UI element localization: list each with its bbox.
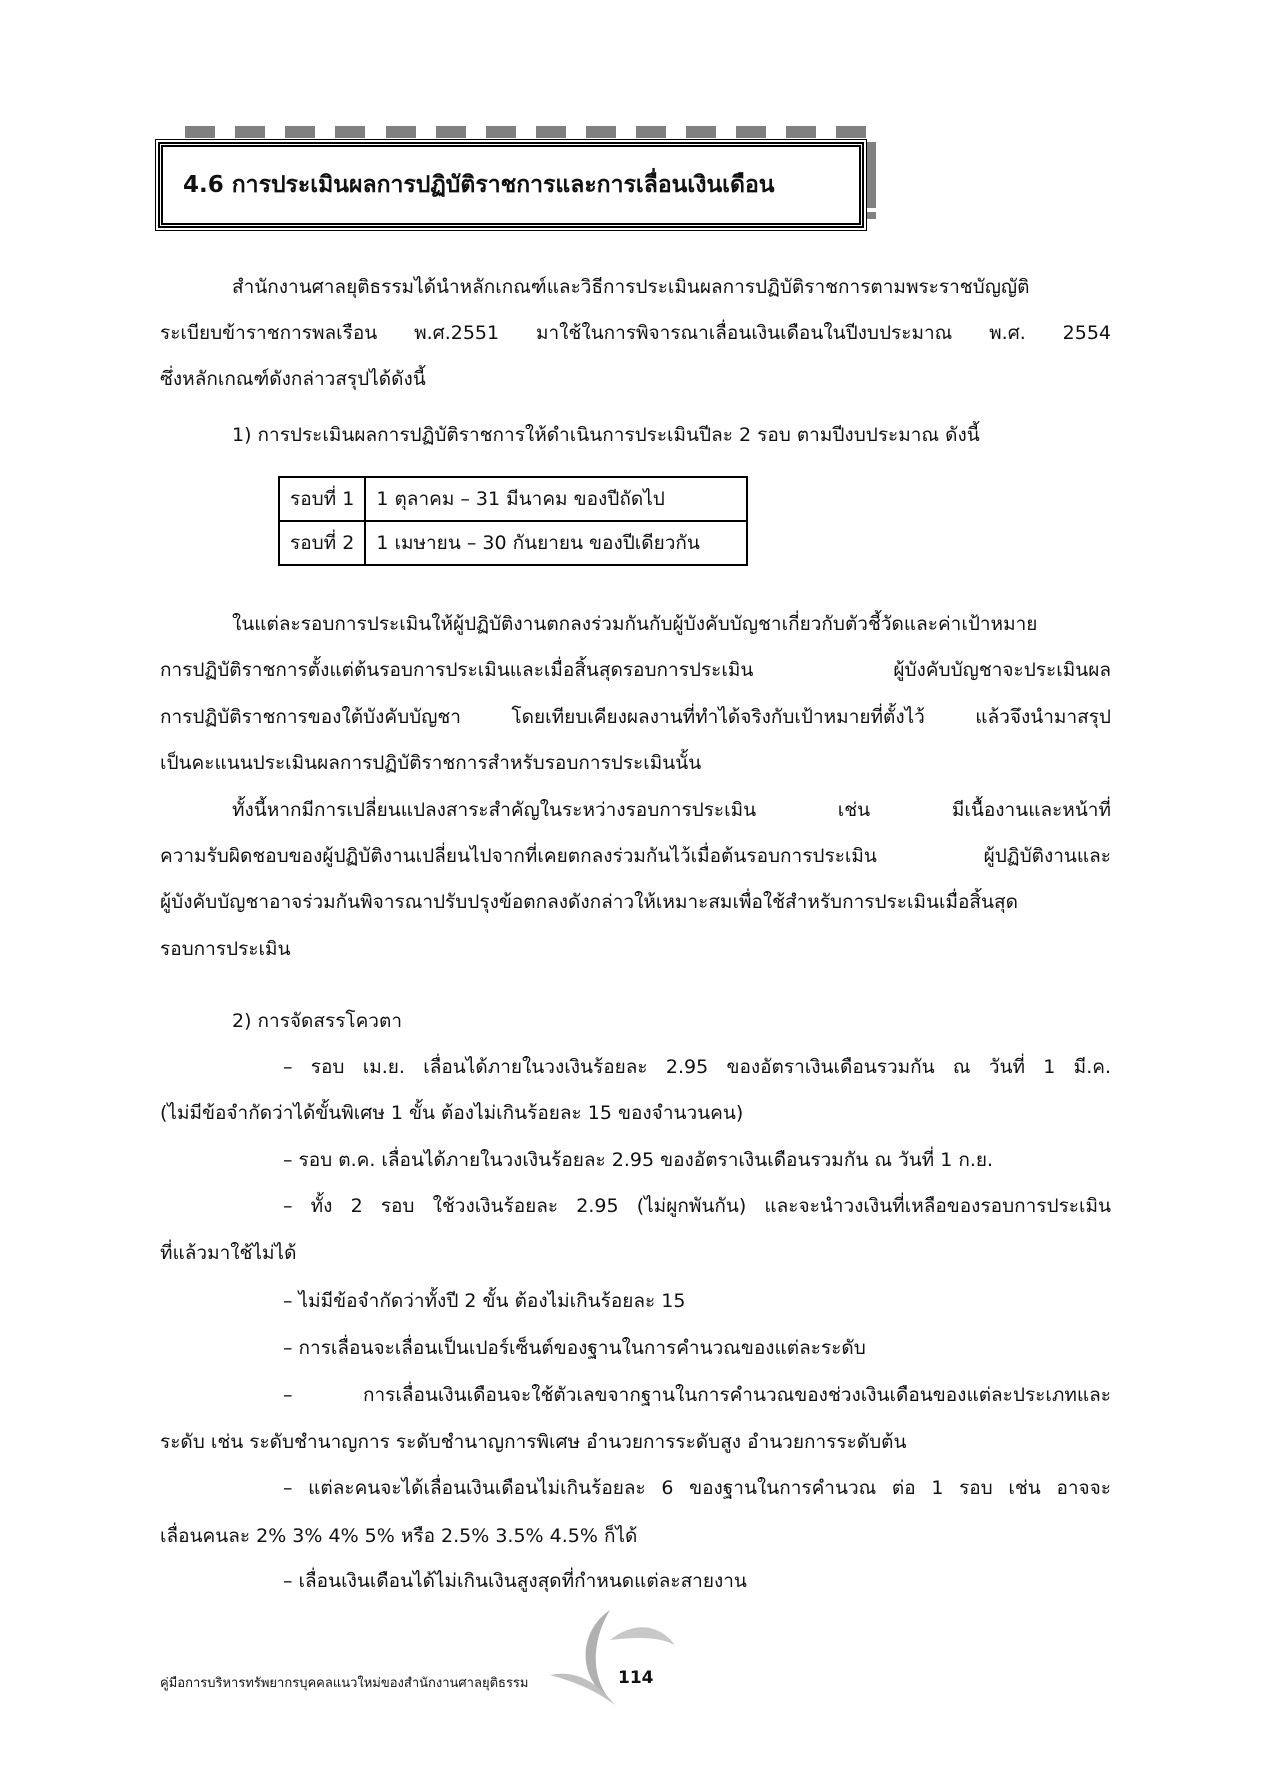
table-cell: รอบที่ 2 [279,521,365,565]
bullet-line: – ไม่มีข้อจำกัดว่าทั้งปี 2 ขั้น ต้องไม่เกินร้อยละ 15 [283,1290,686,1312]
dash [736,126,766,138]
bullet-line: ที่แล้วมาใช้ไม่ได้ [160,1242,297,1264]
paragraph-line: เป็นคะแนนประเมินผลการปฏิบัติราชการสำหรับรอบการประเมินนั้น [160,752,702,774]
paragraph-line: รอบการประเมิน [160,938,291,960]
paragraph-line: ซึ่งหลักเกณฑ์ดังกล่าวสรุปได้ดังนี้ [160,368,426,390]
decorative-swirl-icon [540,1600,680,1720]
dash [636,126,666,138]
bullet-line: – การเลื่อนจะเลื่อนเป็นเปอร์เซ็นต์ของฐานในการคำนวณของแต่ละระดับ [283,1337,866,1359]
table-row [279,521,747,565]
table-cell: รอบที่ 1 [279,477,365,521]
bullet-line: – แต่ละคนจะได้เลื่อนเงินเดือนไม่เกินร้อยละ 6 ของฐานในการคำนวณ ต่อ 1 รอบ เช่น อาจจะ [283,1477,1111,1499]
list-item-1: 1) การประเมินผลการปฏิบัติราชการให้ดำเนินการประเมินปีละ 2 รอบ ตามปีงบประมาณ ดังนี้ [232,424,980,446]
dash [686,126,716,138]
dash [436,126,466,138]
bullet-line: – ทั้ง 2 รอบ ใช้วงเงินร้อยละ 2.95 (ไม่ผูกพันกัน) และจะนำวงเงินที่เหลือของรอบการประเมิน [283,1195,1111,1217]
table-cell: 1 เมษายน – 30 กันยายน ของปีเดียวกัน [365,521,747,565]
dash [586,126,616,138]
dash [486,126,516,138]
dash [836,126,866,138]
paragraph-line: การปฏิบัติราชการตั้งแต่ต้นรอบการประเมินและเมื่อสิ้นสุดรอบการประเมิน ผู้บังคับบัญชาจะประเมินผล [160,659,1111,681]
section-heading: 4.6 การประเมินผลการปฏิบัติราชการและการเลื่อนเงินเดือน [183,172,775,198]
dash [285,126,315,138]
paragraph-line: สำนักงานศาลยุติธรรมได้นำหลักเกณฑ์และวิธีการประเมินผลการปฏิบัติราชการตามพระราชบัญญัติ [232,276,1030,298]
page-number: 114 [618,1668,654,1688]
section-heading-box [158,142,864,228]
heading-side-bar [866,212,876,219]
list-item-2: 2) การจัดสรรโควตา [232,1010,402,1032]
paragraph-line: ผู้บังคับบัญชาอาจร่วมกันพิจารณาปรับปรุงข้อตกลงดังกล่าวให้เหมาะสมเพื่อใช้สำหรับการประเมินเมื่อสิ้นสุด [160,891,1018,913]
dash [335,126,365,138]
paragraph-line: ความรับผิดชอบของผู้ปฏิบัติงานเปลี่ยนไปจากที่เคยตกลงร่วมกันไว้เมื่อต้นรอบการประเมิน ผู้ปฏิบัติงานและ [160,845,1111,867]
bullet-line: เลื่อนคนละ 2% 3% 4% 5% หรือ 2.5% 3.5% 4.5% ก็ได้ [160,1525,638,1547]
footer-title: คู่มือการบริหารทรัพยากรบุคคลแนวใหม่ของสำนักงานศาลยุติธรรม [160,1676,529,1691]
paragraph-line: ระเบียบข้าราชการพลเรือน พ.ศ.2551 มาใช้ในการพิจารณาเลื่อนเงินเดือนในปีงบประมาณ พ.ศ. 2554 [160,322,1111,344]
paragraph-line: ทั้งนี้หากมีการเปลี่ยนแปลงสาระสำคัญในระหว่างรอบการประเมิน เช่น มีเนื้องานและหน้าที่ [232,799,1111,821]
bullet-line: (ไม่มีข้อจำกัดว่าได้ขั้นพิเศษ 1 ขั้น ต้องไม่เกินร้อยละ 15 ของจำนวนคน) [160,1102,744,1124]
heading-side-bar [866,142,876,208]
dash [536,126,566,138]
dash [786,126,816,138]
bullet-line: – รอบ เม.ย. เลื่อนได้ภายในวงเงินร้อยละ 2.95 ของอัตราเงินเดือนรวมกัน ณ วันที่ 1 มี.ค. [283,1056,1111,1078]
bullet-line: – การเลื่อนเงินเดือนจะใช้ตัวเลขจากฐานในการคำนวณของช่วงเงินเดือนของแต่ละประเภทและ [283,1384,1111,1406]
bullet-line: ระดับ เช่น ระดับชำนาญการ ระดับชำนาญการพิเศษ อำนวยการระดับสูง อำนวยการระดับต้น [160,1431,907,1453]
table-cell: 1 ตุลาคม – 31 มีนาคม ของปีถัดไป [365,477,747,521]
evaluation-rounds-table [278,476,748,566]
bullet-line: – เลื่อนเงินเดือนได้ไม่เกินเงินสูงสุดที่กำหนดแต่ละสายงาน [283,1570,747,1592]
paragraph-line: ในแต่ละรอบการประเมินให้ผู้ปฏิบัติงานตกลงร่วมกันกับผู้บังคับบัญชาเกี่ยวกับตัวชี้วัดและค่าเป้าหมาย [232,613,1038,635]
dash [185,126,215,138]
table-row [279,477,747,521]
dash [235,126,265,138]
bullet-line: – รอบ ต.ค. เลื่อนได้ภายในวงเงินร้อยละ 2.95 ของอัตราเงินเดือนรวมกัน ณ วันที่ 1 ก.ย. [283,1149,994,1171]
paragraph-line: การปฏิบัติราชการของใต้บังคับบัญชา โดยเทียบเคียงผลงานที่ทำได้จริงกับเป้าหมายที่ตั้งไว้ แล้วจึงนำมาสรุป [160,706,1111,728]
dash [386,126,416,138]
